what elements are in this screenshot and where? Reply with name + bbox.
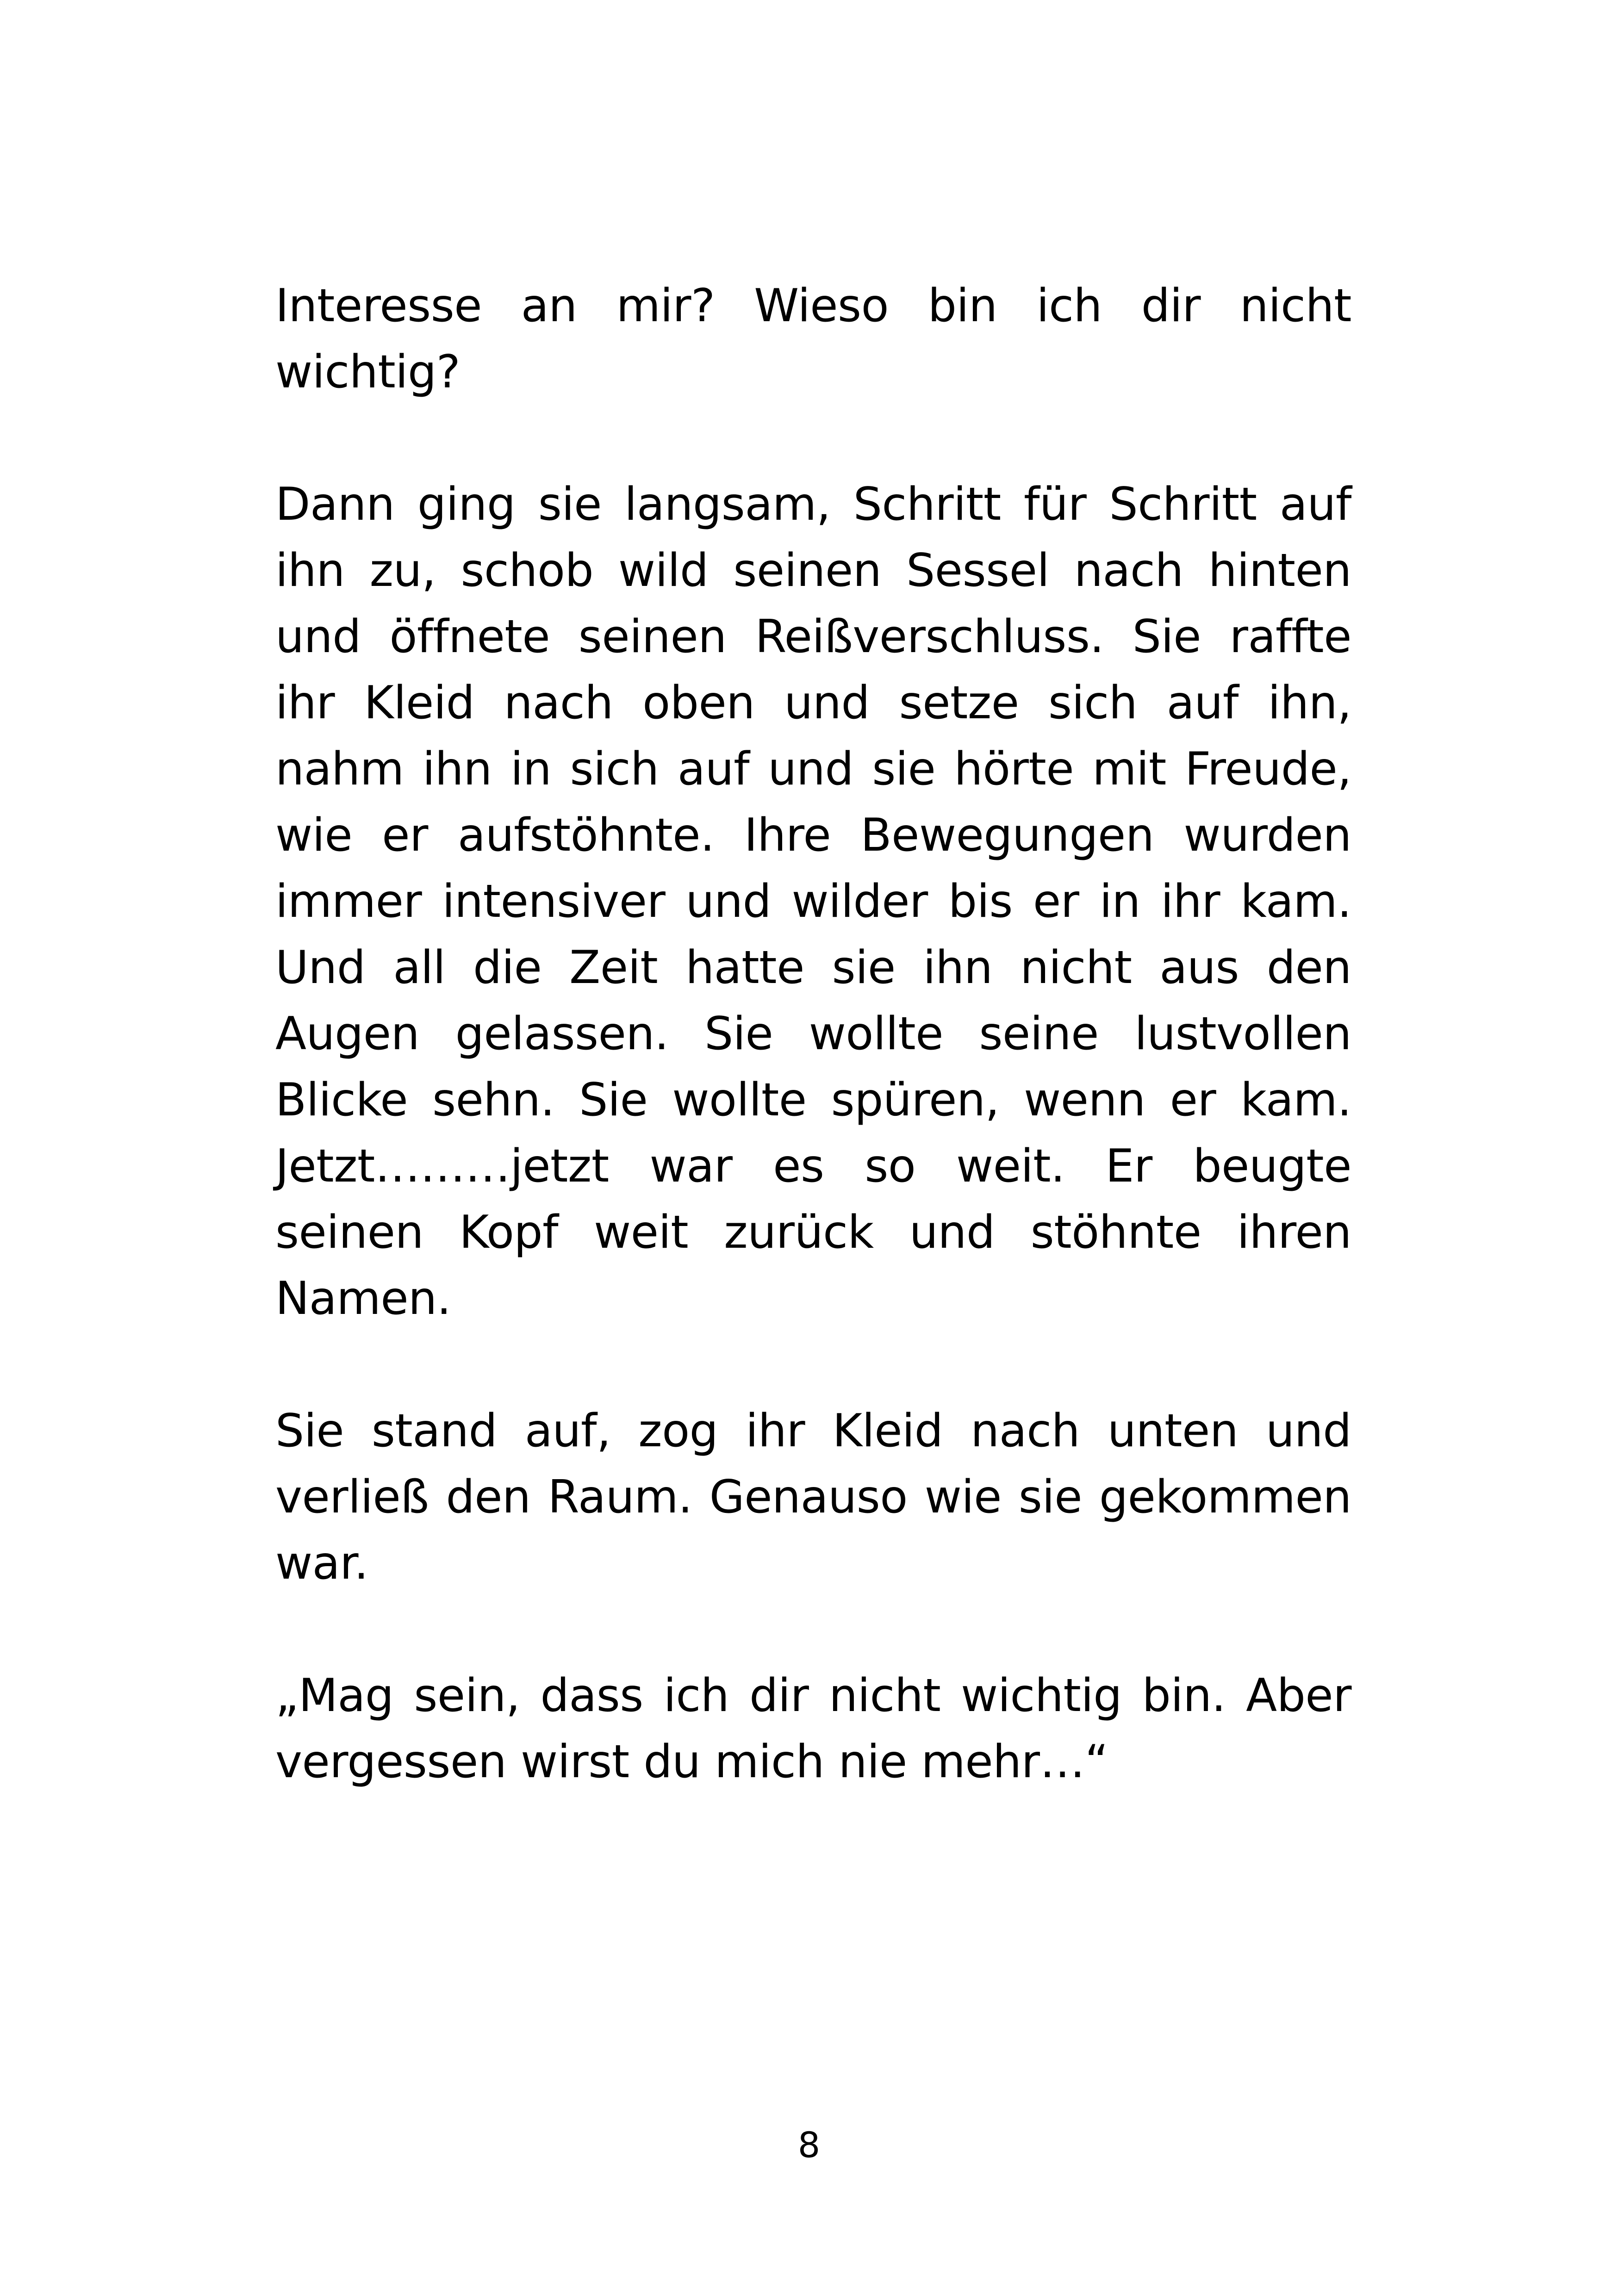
paragraph-3: Sie stand auf, zog ihr Kleid nach unten und verließ den Raum. Genauso wie sie gekommen war. bbox=[275, 1405, 1351, 1590]
paragraph-2: Dann ging sie langsam, Schritt für Schritt auf ihn zu, schob wild seinen Sessel nach hinten und öffnete seinen Reißverschluss. Sie raffte ihr Kleid nach oben und setze sich auf ihn, nahm ihn in sich auf und sie hörte mit Freude, wie er aufstöhnte. Ihre Bewegungen wurden immer intensiver und wilder bis er in ihr kam. Und all die Zeit hatte sie ihn nicht aus den Augen gelassen. Sie wollte seine lustvollen Blicke sehn. Sie wollte spüren, wenn er kam. Jetzt………jetzt war es so weit. Er beugte seinen Kopf weit zurück und stöhnte ihren Namen. bbox=[275, 478, 1351, 1325]
page-number: 8 bbox=[797, 2124, 821, 2165]
paragraph-1: Interesse an mir? Wieso bin ich dir nicht wichtig? bbox=[275, 280, 1351, 398]
paragraph-4: „Mag sein, dass ich dir nicht wichtig bin. Aber vergessen wirst du mich nie mehr…“ bbox=[275, 1669, 1351, 1788]
body-text bbox=[275, 273, 1351, 1795]
